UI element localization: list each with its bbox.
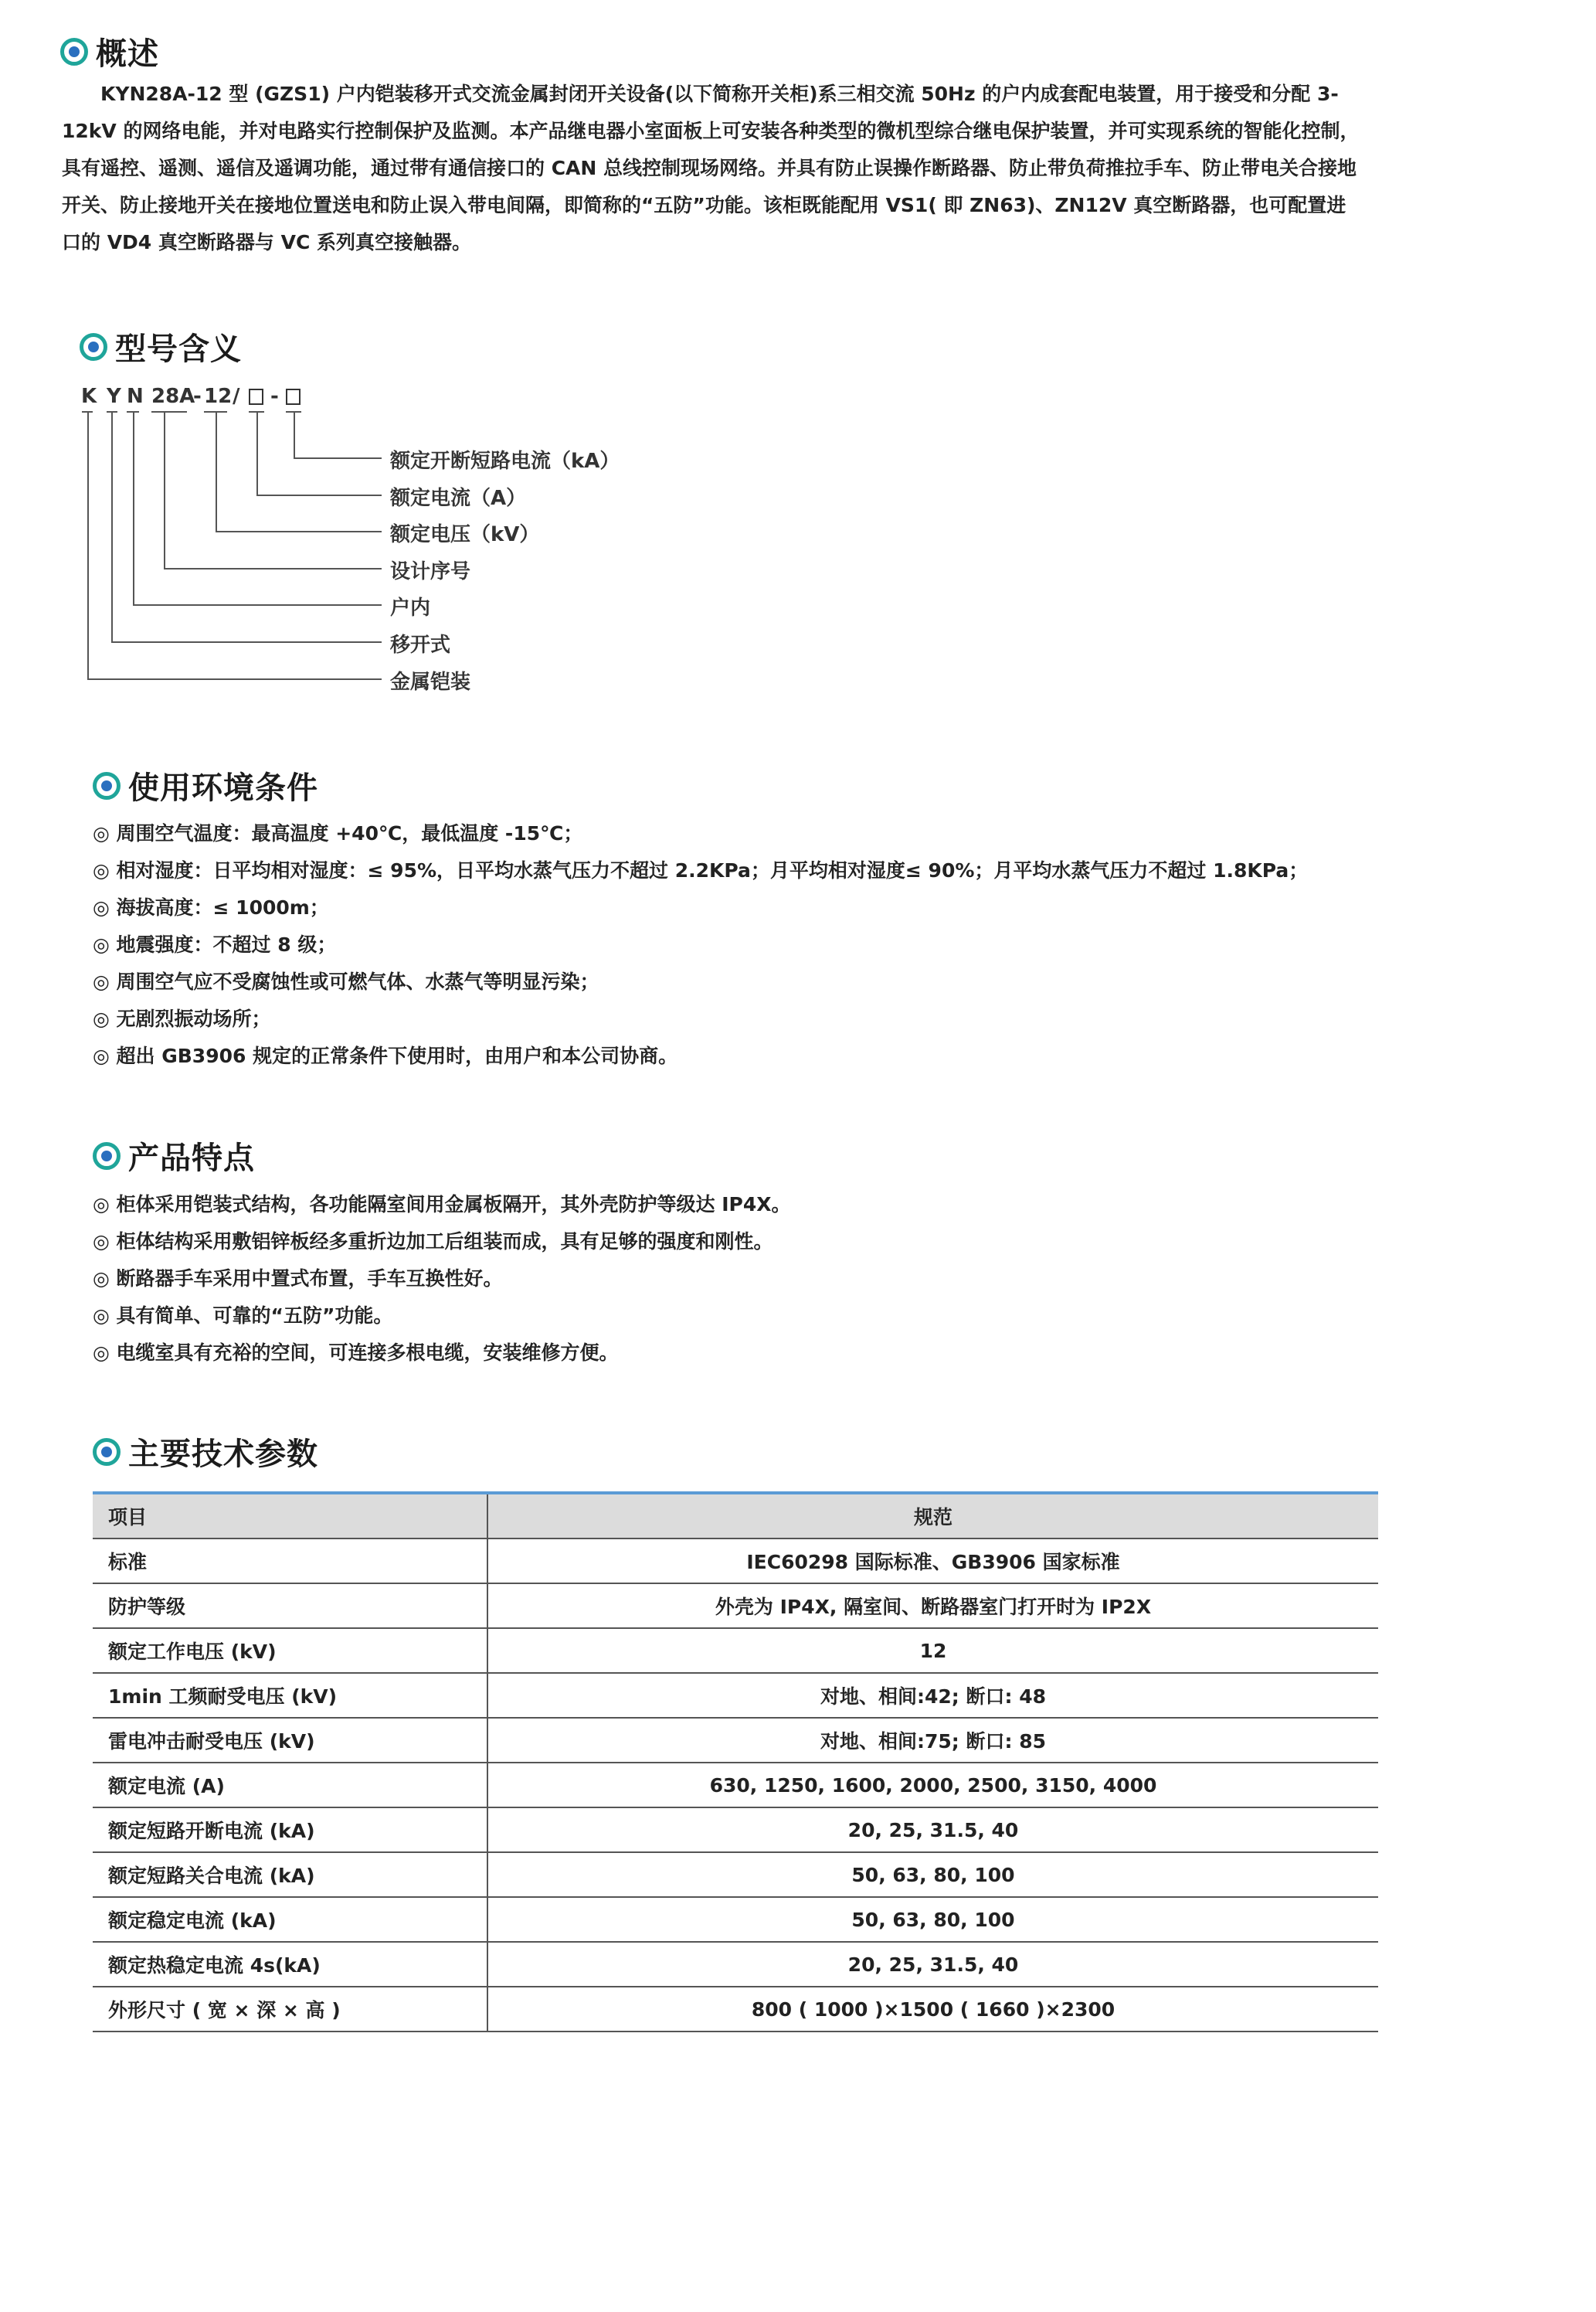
row-spec: 外壳为 IP4X, 隔室间、断路器室门打开时为 IP2X <box>487 1583 1378 1628</box>
label-rated-current: 额定电流（A） <box>390 487 527 510</box>
code-voltage: 12 <box>204 385 233 408</box>
column-header-spec: 规范 <box>487 1493 1378 1538</box>
code-dash-2: - <box>270 385 279 408</box>
code-k: K <box>81 385 97 408</box>
bullet-circle-icon <box>60 38 88 66</box>
row-item: 额定稳定电流 (kA) <box>93 1897 487 1942</box>
label-withdrawable: 移开式 <box>390 634 451 657</box>
list-item: ◎ 无剧烈振动场所； <box>93 1008 271 1030</box>
row-spec: IEC60298 国际标准、GB3906 国家标准 <box>487 1538 1378 1583</box>
label-rated-voltage: 额定电压（kV） <box>390 523 540 546</box>
overview-heading <box>60 29 159 73</box>
row-spec: 20, 25, 31.5, 40 <box>487 1807 1378 1852</box>
list-item: ◎ 具有简单、可靠的“五防”功能。 <box>93 1304 393 1327</box>
table-row <box>93 1807 1378 1852</box>
model-code <box>0 385 695 416</box>
table-row <box>93 1673 1378 1718</box>
list-item: ◎ 地震强度：不超过 8 级； <box>93 933 337 956</box>
label-design-number: 设计序号 <box>390 560 471 583</box>
label-metal-clad: 金属铠装 <box>390 671 471 694</box>
list-item: ◎ 超出 GB3906 规定的正常条件下使用时，由用户和本公司协商。 <box>93 1045 678 1067</box>
row-item: 外形尺寸 ( 宽 × 深 × 高 ) <box>93 1987 487 2032</box>
code-breaking-box <box>286 389 301 405</box>
row-item: 雷电冲击耐受电压 (kV) <box>93 1718 487 1763</box>
table-row <box>93 1763 1378 1807</box>
specs-heading <box>93 1430 318 1474</box>
list-item: ◎ 断路器手车采用中置式布置，手车互换性好。 <box>93 1267 503 1290</box>
table-row <box>93 1852 1378 1897</box>
table-row <box>93 1538 1378 1583</box>
table-row <box>93 1942 1378 1987</box>
row-spec: 50, 63, 80, 100 <box>487 1897 1378 1942</box>
table-row <box>93 1583 1378 1628</box>
label-breaking-current: 额定开断短路电流（kA） <box>390 450 620 473</box>
row-spec: 630, 1250, 1600, 2000, 2500, 3150, 4000 <box>487 1763 1378 1807</box>
list-item: ◎ 柜体结构采用敷铝锌板经多重折边加工后组装而成，具有足够的强度和刚性。 <box>93 1230 773 1253</box>
label-indoor: 户内 <box>390 597 431 620</box>
table-row <box>93 1987 1378 2032</box>
features-title: 产品特点 <box>128 1141 255 1176</box>
row-item: 额定热稳定电流 4s(kA) <box>93 1942 487 1987</box>
list-item: ◎ 电缆室具有充裕的空间，可连接多根电缆，安装维修方便。 <box>93 1341 619 1364</box>
code-series: 28A <box>151 385 195 408</box>
code-slash: / <box>233 385 240 408</box>
overview-paragraph: KYN28A-12 型 (GZS1) 户内铠装移开式交流金属封闭开关设备(以下简称开关柜)系三相交流 50Hz 的户内成套配电装置，用于接受和分配 3-12kV 的网络电能，并对电路实行控制保护及监测。本产品继电器小室面板上可安装各种类型的微机型综合继电保护装置，并可实现系统的智能化控制，具有遥控、遥测、遥信及遥调功能，通过带有通信接口的 CAN 总线控制现场网络。并具有防止误操作断路器、防止带负荷推拉手车、防止带电关合接地开关、防止接地开关在接地位置送电和防止误入带电间隔，即简称的“五防”功能。该柜既能配用 VS1( 即 ZN63)、ZN12V 真空断路器，也可配置进口的 VD4 真空断路器与 VC 系列真空接触器。 <box>62 83 1360 253</box>
row-spec: 对地、相间:75; 断口: 85 <box>487 1718 1378 1763</box>
bullet-circle-icon <box>93 1142 121 1170</box>
bullet-circle-icon <box>80 333 107 361</box>
column-header-item: 项目 <box>93 1493 487 1538</box>
code-y: Y <box>107 385 121 408</box>
list-item: ◎ 柜体采用铠装式结构，各功能隔室间用金属板隔开，其外壳防护等级达 IP4X。 <box>93 1193 791 1216</box>
table-row <box>93 1718 1378 1763</box>
code-n: N <box>127 385 144 408</box>
environment-title: 使用环境条件 <box>128 770 318 806</box>
specs-table <box>93 1491 1378 2032</box>
table-header-row <box>93 1493 1378 1538</box>
bullet-circle-icon <box>93 772 121 800</box>
bullet-circle-icon <box>93 1438 121 1466</box>
row-item: 额定工作电压 (kV) <box>93 1628 487 1673</box>
row-item: 额定电流 (A) <box>93 1763 487 1807</box>
model-heading <box>80 325 242 369</box>
code-dash-1: - <box>193 385 202 408</box>
list-item: ◎ 海拔高度：≤ 1000m； <box>93 896 329 919</box>
row-item: 标准 <box>93 1538 487 1583</box>
specs-title: 主要技术参数 <box>128 1436 318 1472</box>
list-item: ◎ 周围空气应不受腐蚀性或可燃气体、水蒸气等明显污染； <box>93 971 599 993</box>
row-spec: 50, 63, 80, 100 <box>487 1852 1378 1897</box>
row-spec: 800 ( 1000 )×1500 ( 1660 )×2300 <box>487 1987 1378 2032</box>
row-item: 防护等级 <box>93 1583 487 1628</box>
overview-title: 概述 <box>96 36 159 72</box>
row-spec: 20, 25, 31.5, 40 <box>487 1942 1378 1987</box>
environment-heading <box>93 763 318 808</box>
table-row <box>93 1628 1378 1673</box>
list-item: ◎ 相对湿度：日平均相对湿度：≤ 95%，日平均水蒸气压力不超过 2.2KPa；月平均相对湿度≤ 90%；月平均水蒸气压力不超过 1.8KPa； <box>93 859 1309 882</box>
list-item: ◎ 周围空气温度：最高温度 +40℃，最低温度 -15℃； <box>93 822 583 845</box>
row-spec: 12 <box>487 1628 1378 1673</box>
row-spec: 对地、相间:42; 断口: 48 <box>487 1673 1378 1718</box>
features-list <box>93 1186 791 1372</box>
row-item: 额定短路关合电流 (kA) <box>93 1852 487 1897</box>
features-heading <box>93 1134 255 1178</box>
row-item: 1min 工频耐受电压 (kV) <box>93 1673 487 1718</box>
model-title: 型号含义 <box>115 332 242 367</box>
table-row <box>93 1897 1378 1942</box>
row-item: 额定短路开断电流 (kA) <box>93 1807 487 1852</box>
environment-list <box>93 815 1308 1075</box>
code-current-box <box>249 389 263 405</box>
